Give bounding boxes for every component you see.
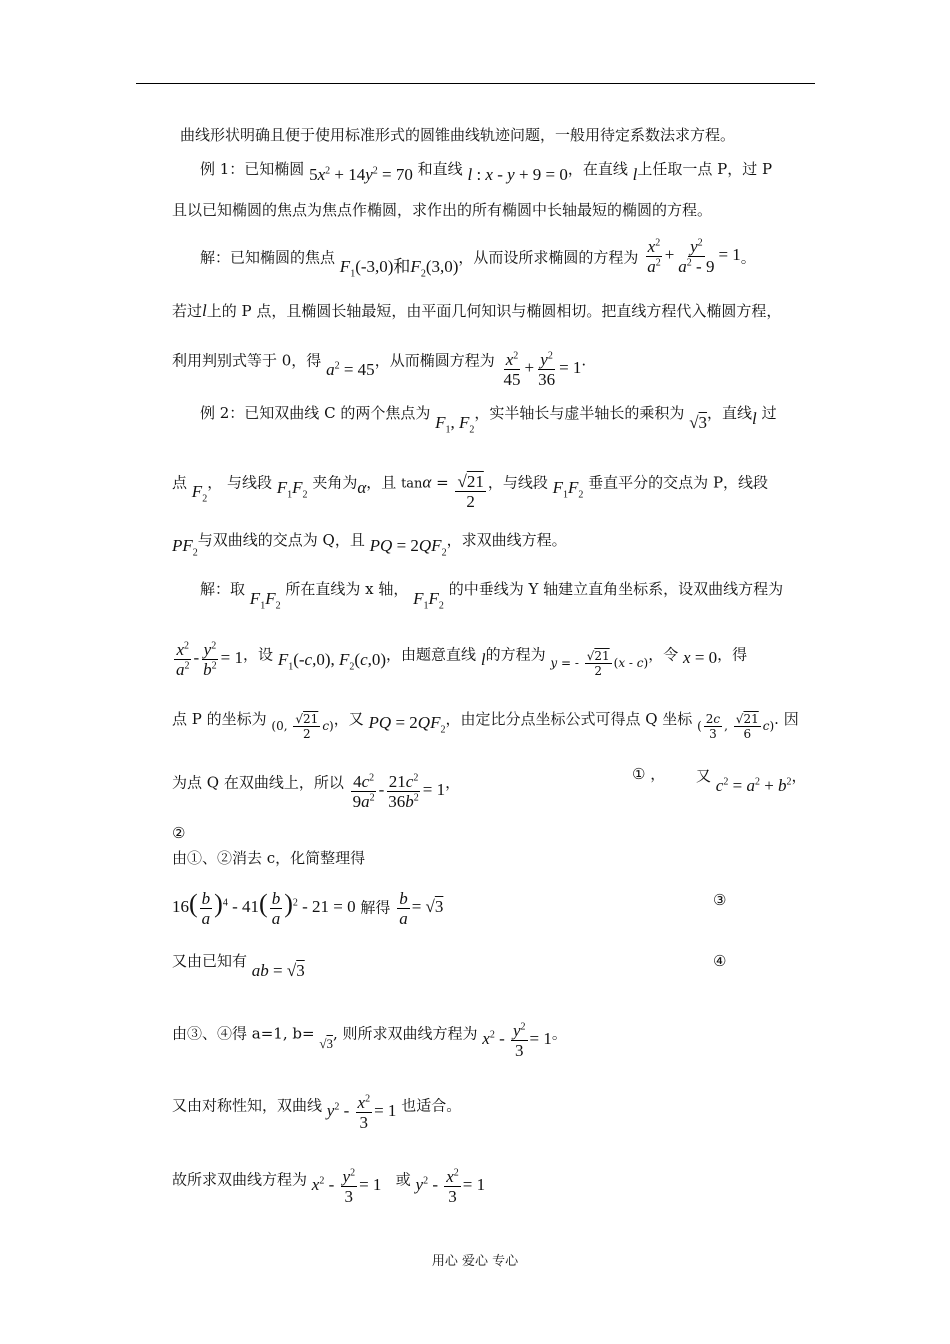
example-2-statement: 例 2：已知双曲线 C 的两个焦点为 $F_1$, $F_2$，实半轴长与虚半轴长的乘积为 √3，直线l 过 xyxy=(200,404,777,436)
solution-2-known: 又由已知有 ab = √3 xyxy=(172,952,305,980)
solution-2-substitute: 为点 Q 在双曲线上，所以 $\frac{4c^2}{9a^2}$ - $\frac{21c^2}{36b^2}$ = 1， xyxy=(172,772,461,811)
example-1-statement: 例 1：已知椭圆 $5x^2 + 14y^2 = 70$ 和直线 l : x - y + 9 = 0，在直线 l上任取一点 P，过 P xyxy=(200,160,773,184)
solution-2-final: 故所求双曲线方程为 $x^2$ - $\frac{y^2}{3}$ = 1 或 $y^2$ - $\frac{x^2}{3}$ = 1 xyxy=(172,1167,486,1206)
equation-marker-4: ④ xyxy=(713,952,727,970)
header-rule xyxy=(136,83,815,84)
solution-2: 解：取 $F_1F_2$ 所在直线为 x 轴， $F_1F_2$ 的中垂线为 Y 轴建立直角坐标系，设双曲线方程为 xyxy=(200,580,784,612)
example-1-statement-cont: 且以已知椭圆的焦点为焦点作椭圆，求作出的所有椭圆中长轴最短的椭圆的方程。 xyxy=(172,201,713,219)
paragraph-intro: 曲线形状明确且便于使用标准形式的圆锥曲线轨迹问题，一般用待定系数法求方程。 xyxy=(180,126,736,144)
solution-2-equation-3: 16( $\frac{b}{a}$ )$^4$ - 41( $\frac{b}{a}$ )$^2$ - 21 = 0 解得 $\frac{b}{a}$ = √3 xyxy=(172,889,444,928)
solution-2-setup: $\frac{x^2}{a^2}$ - $\frac{y^2}{b^2}$ = 1，设 $F_1(-c,0)$, $F_2(c,0)$，由题意直线 l的方程为 $_{y = - \frac{√21}{2} (x - c)}$，令 x = 0，得 xyxy=(176,640,748,679)
solution-2-result: 由③、④得 a=1, b= √3, 则所求双曲线方程为 $x^2$ - $\frac{y^2}{3}$ = 1。 xyxy=(172,1021,567,1060)
solution-1: 解：已知椭圆的焦点 $F_1(-3,0)$和$F_2(3,0)$，从而设所求椭圆的方程为 $\frac{x^2}{a^2}$ + $\frac{y^2}{a^2 - 9}$ = 1。 xyxy=(200,237,756,280)
equation-marker-1: ① ， xyxy=(632,765,666,783)
solution-1-result: 利用判别式等于 0，得 $a^2 = 45$，从而椭圆方程为 $\frac{x^2}{45}$ + $\frac{y^2}{36}$ = 1. xyxy=(172,350,587,389)
equation-2-inline: 又 $c^2 = a^2 + b^2$， xyxy=(696,767,807,795)
equation-marker-2: ② xyxy=(172,824,186,842)
page-footer: 用心 爱心 专心 xyxy=(431,1254,519,1269)
example-2-statement-cont: 点 $F_2$， 与线段 $F_1F_2$ 夹角为α，且 tanα = $\frac{√21}{2}$ ，与线段 $F_1F_2$ 垂直平分的交点为 P，线段 xyxy=(172,472,769,511)
solution-2-point-p: 点 P 的坐标为 $_{(0, \frac{√21}{2} c)}$，又 PQ = $2QF_2$，由定比分点坐标公式可得点 Q 坐标 $_{( \frac{2c}{3} , \frac{√21}{6} c)}$. 因 xyxy=(172,710,799,741)
solution-1-cont: 若过l上的 P 点，且椭圆长轴最短，由平面几何知识与椭圆相切。把直线方程代入椭圆方程， xyxy=(172,301,782,320)
example-2-statement-end: $PF_2$与双曲线的交点为 Q，且 PQ = $2QF_2$，求双曲线方程。 xyxy=(172,531,567,559)
solution-2-symmetry: 又由对称性知，双曲线 $y^2$ - $\frac{x^2}{3}$ = 1 也适合。 xyxy=(172,1093,462,1132)
solution-2-simplify: 由①、②消去 c，化简整理得 xyxy=(172,849,366,867)
equation-marker-3: ③ xyxy=(713,891,727,909)
